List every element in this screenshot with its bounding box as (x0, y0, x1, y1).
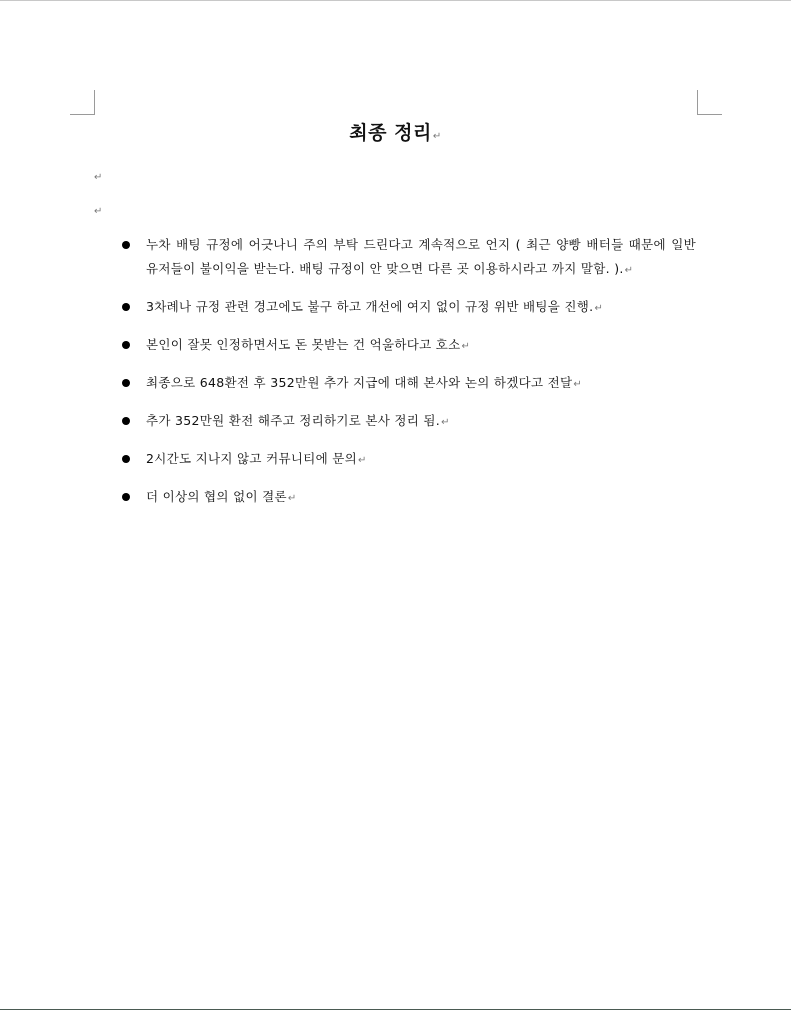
bullet-item (0, 409, 791, 435)
bullet-text: 누차 배팅 규정에 어긋나니 주의 부탁 드린다고 계속적으로 언지 ( 최근 양빵 배터들 때문에 일반 유저들이 불이익을 받는다. 배팅 규정이 안 맞으면 다른 곳 이용하시라고 까지 말함. ). (146, 237, 696, 276)
bullet-item (0, 295, 791, 321)
empty-paragraph (94, 171, 102, 185)
paragraph-mark-icon: ↵ (441, 417, 450, 428)
document-title: 최종 정리 (349, 122, 432, 144)
bullet-dot-icon (122, 241, 130, 249)
bullet-item (0, 233, 791, 283)
paragraph-mark-icon: ↵ (461, 341, 471, 352)
bullet-text: 본인이 잘못 인정하면서도 돈 못받는 건 억울하다고 호소 (146, 337, 461, 352)
paragraph-mark-icon: ↵ (94, 172, 103, 183)
bullet-item (0, 485, 791, 511)
bullet-item (0, 333, 791, 359)
paragraph-mark-icon: ↵ (573, 379, 583, 390)
bullet-dot-icon (122, 303, 130, 311)
paragraph-mark-icon: ↵ (594, 303, 604, 314)
bullet-text: 더 이상의 협의 없이 결론 (146, 489, 287, 504)
empty-paragraph (94, 205, 102, 219)
bullet-dot-icon (122, 493, 130, 501)
bullet-text: 최종으로 648환전 후 352만원 추가 지급에 대해 본사와 논의 하겠다고 전달 (146, 375, 573, 390)
bullet-dot-icon (122, 455, 130, 463)
bullet-text: 추가 352만원 환전 해주고 정리하기로 본사 정리 됨. (146, 413, 441, 428)
paragraph-mark-icon: ↵ (624, 265, 634, 276)
bullet-list (0, 233, 791, 523)
document-title-line (0, 119, 791, 151)
crop-mark-top-right (697, 90, 722, 115)
paragraph-mark-icon: ↵ (432, 131, 442, 142)
crop-mark-top-left (70, 90, 95, 115)
bullet-dot-icon (122, 341, 130, 349)
bullet-text: 3차례나 규정 관련 경고에도 불구 하고 개선에 여지 없이 규정 위반 배팅을 진행. (146, 299, 594, 314)
paragraph-mark-icon: ↵ (287, 493, 297, 504)
paragraph-mark-icon: ↵ (94, 206, 103, 217)
paragraph-mark-icon: ↵ (357, 455, 367, 466)
bullet-dot-icon (122, 417, 130, 425)
bullet-dot-icon (122, 379, 130, 387)
bullet-item (0, 371, 791, 397)
bullet-text: 2시간도 지나지 않고 커뮤니티에 문의 (146, 451, 357, 466)
bullet-item (0, 447, 791, 473)
